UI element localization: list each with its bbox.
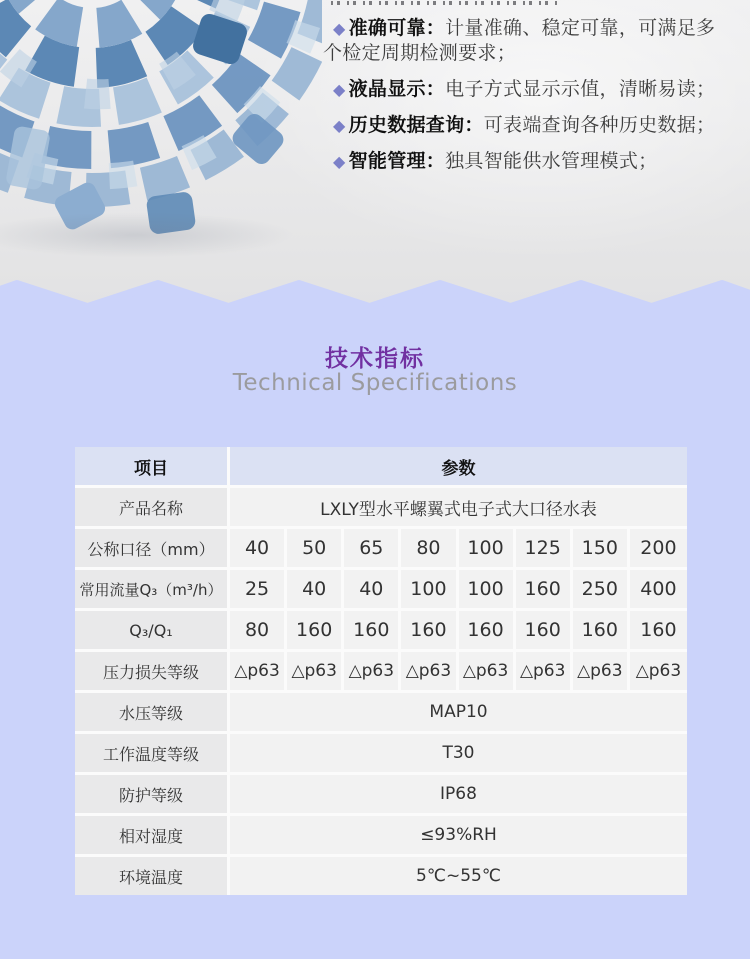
spec-value-cell: △p63 xyxy=(516,652,573,693)
diamond-bullet-icon: ◆ xyxy=(333,80,346,99)
spec-value-cell: T30 xyxy=(230,734,687,775)
table-row-humidity xyxy=(75,816,687,857)
spec-value-cell: 100 xyxy=(459,570,516,611)
feature-text: 可表端查询各种历史数据； xyxy=(483,114,716,136)
spec-value-cell: 5℃~55℃ xyxy=(230,857,687,895)
spec-value-cell: 160 xyxy=(344,611,401,652)
spec-value-cell: △p63 xyxy=(630,652,687,693)
header-cell-param: 参数 xyxy=(230,447,687,488)
feature-item-accuracy xyxy=(323,16,725,66)
section-title-cn: 技术指标 xyxy=(325,346,425,372)
spec-label-cell: Q₃/Q₁ xyxy=(75,611,230,652)
spec-value-cell: 100 xyxy=(401,570,458,611)
spec-value-cell: 160 xyxy=(630,611,687,652)
feature-text: 独具智能供水管理模式； xyxy=(445,150,658,172)
feature-list xyxy=(323,16,725,185)
spec-value-cell: 160 xyxy=(573,611,630,652)
spec-value-cell: 65 xyxy=(344,529,401,570)
spec-label-cell: 压力损失等级 xyxy=(75,652,230,693)
spec-value-cell: MAP10 xyxy=(230,693,687,734)
table-row-nominal-diameter xyxy=(75,529,687,570)
spec-value-cell: 150 xyxy=(573,529,630,570)
feature-label: 历史数据查询： xyxy=(348,114,484,136)
spec-label-cell: 公称口径（mm） xyxy=(75,529,230,570)
table-row-working-temp xyxy=(75,734,687,775)
table-row-protection xyxy=(75,775,687,816)
spec-label-cell: 防护等级 xyxy=(75,775,230,816)
spec-label-cell: 工作温度等级 xyxy=(75,734,230,775)
spec-value-cell: 100 xyxy=(459,529,516,570)
features-section xyxy=(0,0,750,307)
clipped-text-remnant xyxy=(331,1,559,5)
spec-value-cell: 160 xyxy=(516,570,573,611)
zigzag-wave-divider xyxy=(0,267,750,307)
feature-label: 智能管理： xyxy=(348,150,446,172)
table-row-pressure-loss xyxy=(75,652,687,693)
spec-table xyxy=(75,447,687,895)
mosaic-globe-illustration xyxy=(0,0,322,248)
table-row-q3-q1 xyxy=(75,611,687,652)
table-row-water-pressure xyxy=(75,693,687,734)
table-row-product-name xyxy=(75,488,687,529)
spec-value-cell: 160 xyxy=(459,611,516,652)
spec-value-cell: △p63 xyxy=(459,652,516,693)
table-row-common-flow xyxy=(75,570,687,611)
spec-label-cell: 常用流量Q₃（m³/h） xyxy=(75,570,230,611)
spec-value-cell: 160 xyxy=(287,611,344,652)
spec-label-cell: 环境温度 xyxy=(75,857,230,895)
spec-value-cell: 50 xyxy=(287,529,344,570)
section-title-en: Technical Specifications xyxy=(232,370,518,396)
table-header-row xyxy=(75,447,687,488)
diamond-bullet-icon: ◆ xyxy=(333,152,346,171)
spec-value-cell: 250 xyxy=(573,570,630,611)
spec-value-cell: △p63 xyxy=(573,652,630,693)
diamond-bullet-icon: ◆ xyxy=(333,19,346,38)
spec-value-cell: 40 xyxy=(230,529,287,570)
spec-value-cell: △p63 xyxy=(287,652,344,693)
spec-value-cell: 160 xyxy=(516,611,573,652)
feature-item-lcd xyxy=(323,77,725,102)
header-cell-item: 项目 xyxy=(75,447,230,488)
diamond-bullet-icon: ◆ xyxy=(333,116,346,135)
globe-shadow xyxy=(0,212,295,258)
spec-value-cell: 125 xyxy=(516,529,573,570)
spec-label-cell: 相对湿度 xyxy=(75,816,230,857)
spec-label-cell: 产品名称 xyxy=(75,488,230,529)
spec-value-cell: 80 xyxy=(401,529,458,570)
spec-value-cell: 400 xyxy=(630,570,687,611)
feature-text: 电子方式显示示值，清晰易读； xyxy=(445,78,716,100)
spec-value-cell: 25 xyxy=(230,570,287,611)
spec-value-cell: 80 xyxy=(230,611,287,652)
feature-label: 准确可靠： xyxy=(348,17,446,39)
spec-value-cell: 40 xyxy=(287,570,344,611)
spec-label-cell: 水压等级 xyxy=(75,693,230,734)
feature-label: 液晶显示： xyxy=(348,78,446,100)
spec-value-cell: 200 xyxy=(630,529,687,570)
technical-specs-section xyxy=(0,307,750,959)
feature-item-smart xyxy=(323,149,725,174)
spec-value-cell: IP68 xyxy=(230,775,687,816)
spec-value-cell: △p63 xyxy=(401,652,458,693)
spec-value-cell: LXLY型水平螺翼式电子式大口径水表 xyxy=(230,488,687,529)
table-row-ambient-temp xyxy=(75,857,687,895)
feature-item-history xyxy=(323,113,725,138)
spec-value-cell: 40 xyxy=(344,570,401,611)
globe-icon xyxy=(0,0,322,248)
spec-value-cell: △p63 xyxy=(344,652,401,693)
spec-value-cell: 160 xyxy=(401,611,458,652)
spec-value-cell: ≤93%RH xyxy=(230,816,687,857)
feature-text: 计量准确、稳定可靠，可满足多个检定周期检测要求； xyxy=(323,17,716,64)
spec-value-cell: △p63 xyxy=(230,652,287,693)
